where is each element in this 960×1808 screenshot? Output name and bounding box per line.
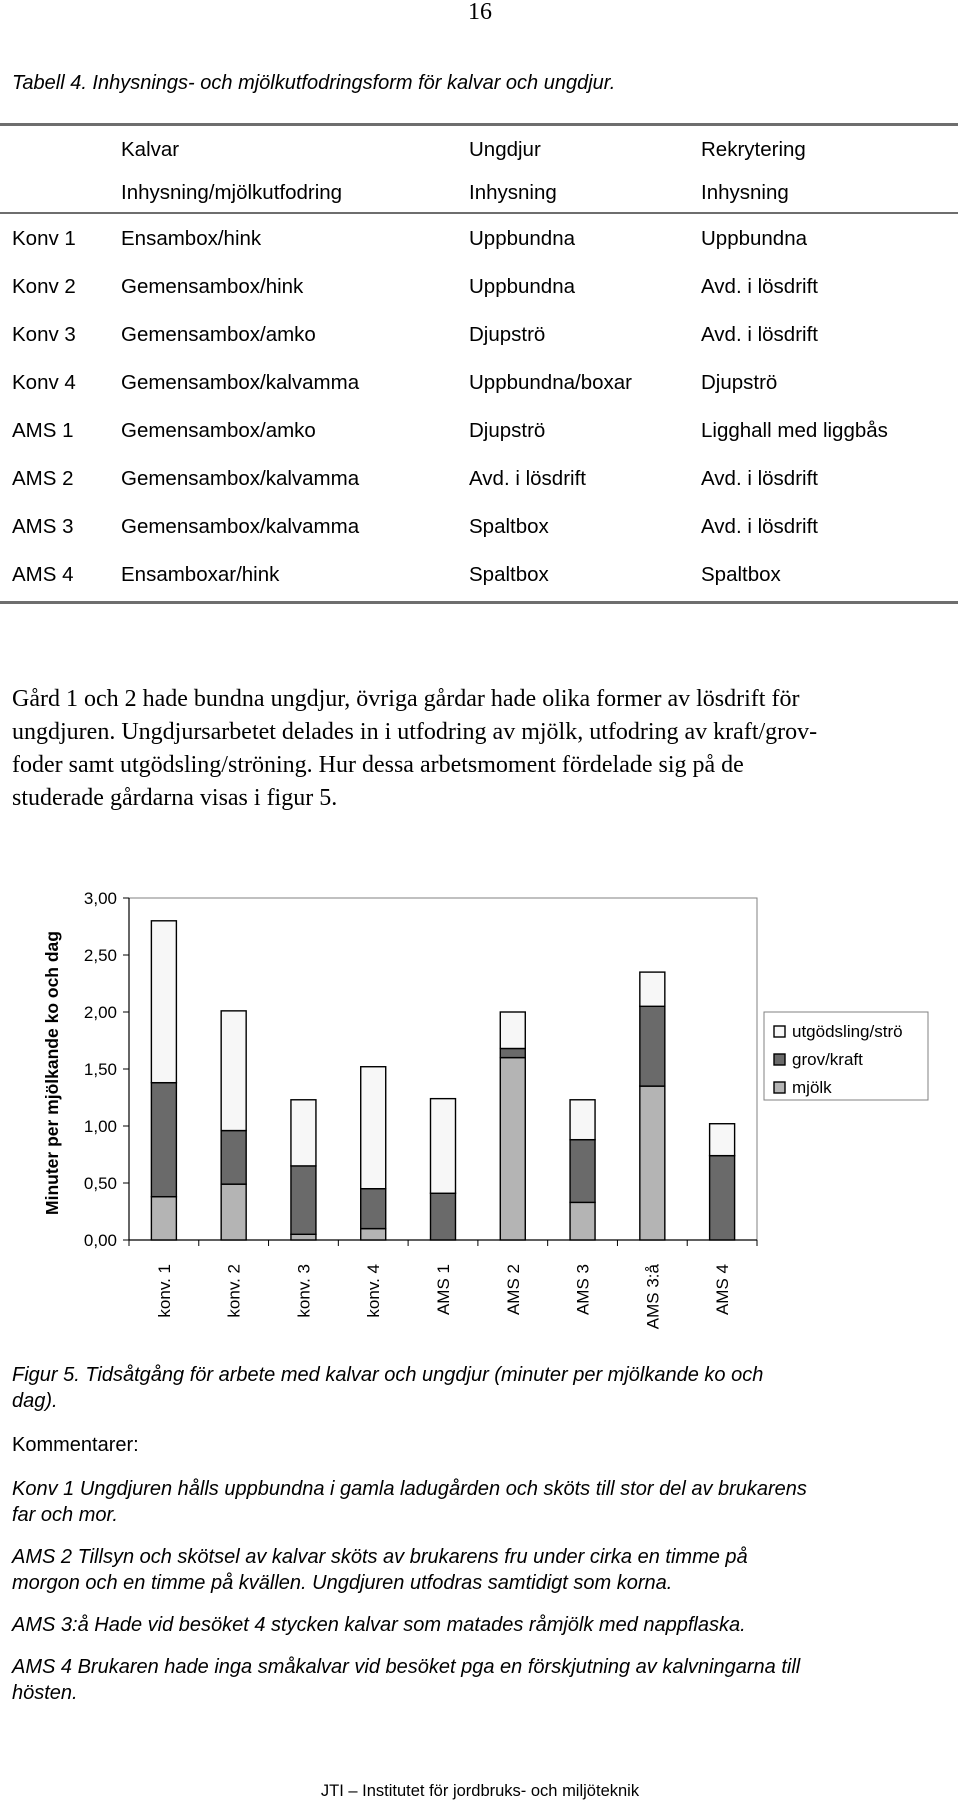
y-tick-label: 1,50	[83, 1060, 117, 1079]
table-row	[0, 371, 958, 401]
bar-segment	[221, 1184, 246, 1240]
legend-label: utgödsling/strö	[792, 1022, 903, 1041]
table-cell: Spaltbox	[469, 515, 549, 538]
table-row	[0, 515, 958, 545]
table-cell: Uppbundna	[701, 227, 808, 250]
table-cell: Gemensambox/hink	[121, 275, 304, 298]
bar-segment	[710, 1124, 735, 1156]
table-cell: AMS 3	[12, 515, 74, 538]
page-number: 16	[468, 0, 492, 25]
table-header-cell: Inhysning	[469, 181, 557, 204]
comment-ams3a	[12, 1612, 952, 1638]
paragraph-line: ungdjuren. Ungdjursarbetet delades in i utfodring av mjölk, utfodring av kraft/grov-	[12, 719, 818, 745]
table-row	[0, 563, 958, 593]
comment-line: far och mor.	[12, 1504, 118, 1526]
paragraph-line: studerade gårdarna visas i figur 5.	[12, 785, 338, 811]
x-tick-label: AMS 3	[573, 1264, 593, 1316]
bar-segment	[640, 1086, 665, 1240]
table-cell: AMS 4	[12, 563, 74, 586]
x-tick-label: AMS 4	[713, 1264, 733, 1316]
table-cell: Avd. i lösdrift	[701, 323, 818, 346]
table-cell: Konv 2	[12, 275, 76, 298]
bar-segment	[291, 1166, 316, 1234]
y-tick-label: 2,50	[83, 946, 117, 965]
bar-segment	[361, 1229, 386, 1240]
bar-segment	[361, 1067, 386, 1189]
bar-segment	[640, 1006, 665, 1086]
bar-segment	[570, 1140, 595, 1203]
x-tick-label: konv. 3	[294, 1264, 314, 1318]
figure-caption	[12, 1362, 952, 1414]
table-cell: Ligghall med liggbås	[701, 419, 888, 442]
table-cell: Gemensambox/amko	[121, 323, 316, 346]
table-header-cell: Inhysning	[701, 181, 789, 204]
comment-line: hösten.	[12, 1682, 78, 1704]
table-row	[0, 275, 958, 305]
y-tick-label: 0,00	[83, 1231, 117, 1250]
x-tick-label: konv. 4	[364, 1264, 384, 1318]
table-cell: Avd. i lösdrift	[701, 467, 818, 490]
comment-ams4	[12, 1654, 952, 1706]
table-cell: Gemensambox/kalvamma	[121, 371, 360, 394]
table-cell: Konv 1	[12, 227, 76, 250]
y-tick-label: 2,00	[83, 1003, 117, 1022]
table-rule-bottom	[0, 601, 958, 604]
x-tick-label: konv. 2	[224, 1264, 244, 1318]
table-cell: Gemensambox/kalvamma	[121, 515, 360, 538]
table-cell: Uppbundna	[469, 227, 576, 250]
table-caption: Tabell 4. Inhysnings- och mjölkutfodringsform för kalvar och ungdjur.	[12, 72, 616, 94]
legend-swatch	[774, 1026, 785, 1037]
figure-caption-line: dag).	[12, 1390, 58, 1412]
table-header-row	[0, 138, 958, 168]
table-cell: Uppbundna	[469, 275, 576, 298]
table-row	[0, 323, 958, 353]
bar-segment	[151, 1083, 176, 1197]
table-cell: Avd. i lösdrift	[469, 467, 586, 490]
comment-line: AMS 3:å Hade vid besöket 4 stycken kalvar som matades råmjölk med nappflaska.	[12, 1614, 746, 1636]
table-cell: Spaltbox	[469, 563, 549, 586]
table-header-cell: Rekrytering	[701, 138, 806, 161]
page-footer: JTI – Institutet för jordbruks- och miljöteknik	[320, 1782, 640, 1800]
body-paragraph	[12, 683, 950, 815]
comment-line: AMS 2 Tillsyn och skötsel av kalvar sköts av brukarens fru under cirka en timme på	[12, 1546, 748, 1568]
bar-segment	[570, 1100, 595, 1140]
table-cell: Avd. i lösdrift	[701, 515, 818, 538]
bar-segment	[640, 972, 665, 1006]
y-tick-label: 0,50	[83, 1174, 117, 1193]
table-header-row	[0, 181, 958, 211]
y-axis-title: Minuter per mjölkande ko och dag	[42, 931, 62, 1215]
table-cell: Ensamboxar/hink	[121, 563, 280, 586]
table-rule-top	[0, 123, 958, 126]
paragraph-line: foder samt utgödsling/ströning. Hur dessa arbetsmoment fördelade sig på de	[12, 752, 744, 778]
comment-line: Konv 1 Ungdjuren hålls uppbundna i gamla ladugården och sköts till stor del av brukarens	[12, 1478, 807, 1500]
legend-label: grov/kraft	[792, 1050, 863, 1069]
table-cell: AMS 1	[12, 419, 74, 442]
bar-segment	[221, 1011, 246, 1131]
bar-segment	[431, 1193, 456, 1240]
x-tick-label: AMS 3:å	[643, 1264, 663, 1330]
bar-segment	[500, 1012, 525, 1048]
x-tick-label: AMS 1	[434, 1264, 453, 1316]
table-header-cell: Ungdjur	[469, 138, 541, 161]
bar-segment	[151, 1197, 176, 1240]
table-cell: Avd. i lösdrift	[701, 275, 818, 298]
table-row	[0, 419, 958, 449]
bar-segment	[570, 1202, 595, 1240]
y-tick-label: 3,00	[83, 889, 117, 908]
table-cell: AMS 2	[12, 467, 74, 490]
comment-ams2	[12, 1544, 952, 1596]
table-cell: Gemensambox/amko	[121, 419, 316, 442]
table-cell: Djupströ	[469, 323, 546, 346]
bar-segment	[151, 921, 176, 1083]
bar-segment	[291, 1234, 316, 1240]
legend-swatch	[774, 1082, 785, 1093]
paragraph-line: Gård 1 och 2 hade bundna ungdjur, övriga gårdar hade olika former av lösdrift för	[12, 686, 800, 712]
bar-segment	[291, 1100, 316, 1166]
comment-konv1	[12, 1476, 952, 1528]
table-cell: Gemensambox/kalvamma	[121, 467, 360, 490]
bar-segment	[221, 1131, 246, 1185]
table-row	[0, 227, 958, 257]
comment-line: morgon och en timme på kvällen. Ungdjuren utfodras samtidigt som korna.	[12, 1572, 673, 1594]
table-row	[0, 467, 958, 497]
table-cell: Ensambox/hink	[121, 227, 262, 250]
table-header-cell: Kalvar	[121, 138, 180, 161]
x-tick-label: AMS 2	[503, 1264, 523, 1316]
stacked-bar-chart	[0, 870, 960, 1340]
table-cell: Djupströ	[469, 419, 546, 442]
table-cell: Konv 4	[12, 371, 76, 394]
table-rule-mid	[0, 212, 958, 214]
table-cell: Spaltbox	[701, 563, 781, 586]
bar-segment	[500, 1048, 525, 1057]
bar-segment	[361, 1189, 386, 1229]
y-tick-label: 1,00	[83, 1117, 117, 1136]
comments-heading: Kommentarer:	[12, 1434, 139, 1456]
table-cell: Konv 3	[12, 323, 76, 346]
comment-line: AMS 4 Brukaren hade inga småkalvar vid besöket pga en förskjutning av kalvningarna till	[12, 1656, 801, 1678]
bar-segment	[431, 1099, 456, 1194]
x-tick-label: konv. 1	[154, 1264, 174, 1318]
legend-label: mjölk	[792, 1078, 832, 1097]
legend-swatch	[774, 1054, 785, 1065]
bar-segment	[710, 1156, 735, 1240]
bar-segment	[500, 1058, 525, 1240]
table-header-cell: Inhysning/mjölkutfodring	[121, 181, 343, 204]
table-cell: Uppbundna/boxar	[469, 371, 632, 394]
figure-caption-line: Figur 5. Tidsåtgång för arbete med kalvar och ungdjur (minuter per mjölkande ko och	[12, 1364, 764, 1386]
table-cell: Djupströ	[701, 371, 778, 394]
